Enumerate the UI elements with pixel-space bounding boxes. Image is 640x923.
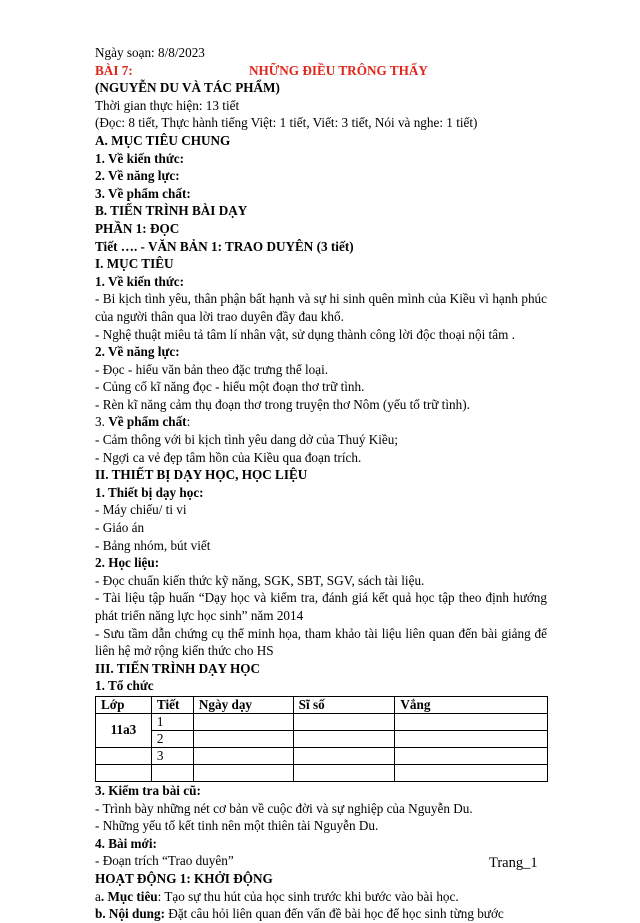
activity-content xyxy=(95,905,547,923)
table-header-cell: Sĩ số xyxy=(293,696,395,713)
quality-number: 3. xyxy=(95,414,105,430)
process-heading: III. TIẾN TRÌNH DẠY HỌC xyxy=(95,660,261,676)
new-lesson-item: - Đoạn trích “Trao duyên” xyxy=(95,853,234,869)
sec-a-competence: 2. Về năng lực: xyxy=(95,168,180,184)
competence-item: - Đọc - hiểu văn bản theo đặc trưng thể loại. xyxy=(95,361,329,377)
lesson-number: BÀI 7: xyxy=(95,62,133,78)
absent-cell xyxy=(395,713,548,730)
date-cell xyxy=(193,764,293,781)
period-cell xyxy=(151,764,193,781)
quality-colon: : xyxy=(186,414,191,430)
lesson-subtitle: (NGUYỄN DU VÀ TÁC PHẨM) xyxy=(95,80,280,96)
organization-heading: 1. Tổ chức xyxy=(95,678,154,694)
count-cell xyxy=(293,730,395,747)
quality-item: - Ngợi ca vẻ đẹp tâm hồn của Kiều qua đoạn trích. xyxy=(95,449,362,465)
absent-cell xyxy=(395,747,548,764)
date-cell xyxy=(193,713,293,730)
knowledge-heading: 1. Về kiến thức: xyxy=(95,273,184,289)
table-row xyxy=(96,747,548,764)
period-cell: 3 xyxy=(151,747,193,764)
content-label: b. Nội dung: xyxy=(95,906,165,922)
material-item: - Sưu tầm dẫn chứng cụ thể minh họa, tham khảo tài liệu liên quan đến bài giảng để liên hệ mở rộng kiến thức cho HS xyxy=(95,625,547,659)
material-item: - Đọc chuẩn kiến thức kỹ năng, SGK, SBT, SGV, sách tài liệu. xyxy=(95,572,425,588)
count-cell xyxy=(293,764,395,781)
table-row xyxy=(96,713,548,730)
material-item: - Tài liệu tập huấn “Dạy học và kiểm tra, đánh giá kết quả học tập theo định hướng phát triển năng lực học sinh” năm 2014 xyxy=(95,590,547,623)
class-cell xyxy=(96,764,152,781)
sec-a-quality: 3. Về phẩm chất: xyxy=(95,185,191,201)
table-header-row xyxy=(96,696,548,713)
part-heading: PHẦN 1: ĐỌC xyxy=(95,220,180,236)
goal-label: . Mục tiêu xyxy=(100,888,158,904)
section-a-heading: A. MỤC TIÊU CHUNG xyxy=(95,132,231,148)
content-text: Đặt câu hỏi liên quan đến vấn đề bài học để học sinh từng bước xyxy=(165,906,504,922)
device-item: - Máy chiếu/ ti vi xyxy=(95,502,187,518)
attendance-table xyxy=(95,696,548,782)
quality-label: Về phẩm chất xyxy=(108,414,187,430)
quality-heading xyxy=(95,413,547,431)
quality-item: - Cảm thông với bi kịch tình yêu dang dở của Thuý Kiều; xyxy=(95,432,399,448)
knowledge-item: - Bi kịch tình yêu, thân phận bất hạnh và sự hi sinh quên mình của Kiều vì hạnh phúc của người thân qua lời trao duyên đầy đau khổ. xyxy=(95,291,547,324)
competence-item: - Rèn kĩ năng cảm thụ đoạn thơ trong truyện thơ Nôm (yếu tố trữ tình). xyxy=(95,396,470,412)
equipment-heading: II. THIẾT BỊ DẠY HỌC, HỌC LIỆU xyxy=(95,467,308,483)
period-heading: Tiết …. - VĂN BẢN 1: TRAO DUYÊN (3 tiết) xyxy=(95,238,354,254)
teaching-devices-heading: 1. Thiết bị dạy học: xyxy=(95,484,204,500)
table-row xyxy=(96,730,548,747)
absent-cell xyxy=(395,764,548,781)
lesson-title-row xyxy=(95,62,547,80)
device-item: - Bảng nhóm, bút viết xyxy=(95,537,211,553)
document-page xyxy=(95,44,547,923)
materials-heading: 2. Học liệu: xyxy=(95,555,160,571)
check-item: - Những yếu tố kết tinh nên một thiên tài Nguyễn Du. xyxy=(95,818,379,834)
duration: Thời gian thực hiện: 13 tiết xyxy=(95,97,240,113)
goal-text: : Tạo sự thu hút của học sinh trước khi bước vào bài học. xyxy=(157,888,459,904)
knowledge-item: - Nghệ thuật miêu tả tâm lí nhân vật, sử dụng thành công lời độc thoại nội tâm . xyxy=(95,326,515,342)
check-item: - Trình bày những nét cơ bản về cuộc đời và sự nghiệp của Nguyễn Du. xyxy=(95,800,473,816)
count-cell xyxy=(293,747,395,764)
objectives-heading: I. MỤC TIÊU xyxy=(95,256,174,272)
period-breakdown: (Đọc: 8 tiết, Thực hành tiếng Việt: 1 tiết, Viết: 3 tiết, Nói và nghe: 1 tiết) xyxy=(95,115,478,131)
period-cell: 1 xyxy=(151,713,193,730)
table-header-cell: Vắng xyxy=(395,696,548,713)
count-cell xyxy=(293,713,395,730)
page-number: Trang_1 xyxy=(489,855,538,871)
date-cell xyxy=(193,730,293,747)
table-header-cell: Tiết xyxy=(151,696,193,713)
sec-a-knowledge: 1. Về kiến thức: xyxy=(95,150,184,166)
period-cell: 2 xyxy=(151,730,193,747)
absent-cell xyxy=(395,730,548,747)
goal-label-a: a xyxy=(95,888,101,904)
prep-date: Ngày soạn: 8/8/2023 xyxy=(95,45,205,60)
activity-goal xyxy=(95,888,547,906)
class-cell: 11a3 xyxy=(96,713,152,747)
table-header-cell: Ngày dạy xyxy=(193,696,293,713)
device-item: - Giáo án xyxy=(95,520,145,536)
competence-item: - Củng cố kĩ năng đọc - hiểu một đoạn thơ trữ tình. xyxy=(95,379,365,395)
class-cell xyxy=(96,747,152,764)
date-cell xyxy=(193,747,293,764)
table-row xyxy=(96,764,548,781)
table-header-cell: Lớp xyxy=(96,696,152,713)
lesson-title: NHỮNG ĐIỀU TRÔNG THẤY xyxy=(249,62,428,78)
new-lesson-heading: 4. Bài mới: xyxy=(95,835,157,851)
old-lesson-check-heading: 3. Kiểm tra bài cũ: xyxy=(95,782,201,798)
section-b-heading: B. TIẾN TRÌNH BÀI DẠY xyxy=(95,203,248,219)
activity-heading: HOẠT ĐỘNG 1: KHỞI ĐỘNG xyxy=(95,870,273,886)
competence-heading: 2. Về năng lực: xyxy=(95,344,180,360)
